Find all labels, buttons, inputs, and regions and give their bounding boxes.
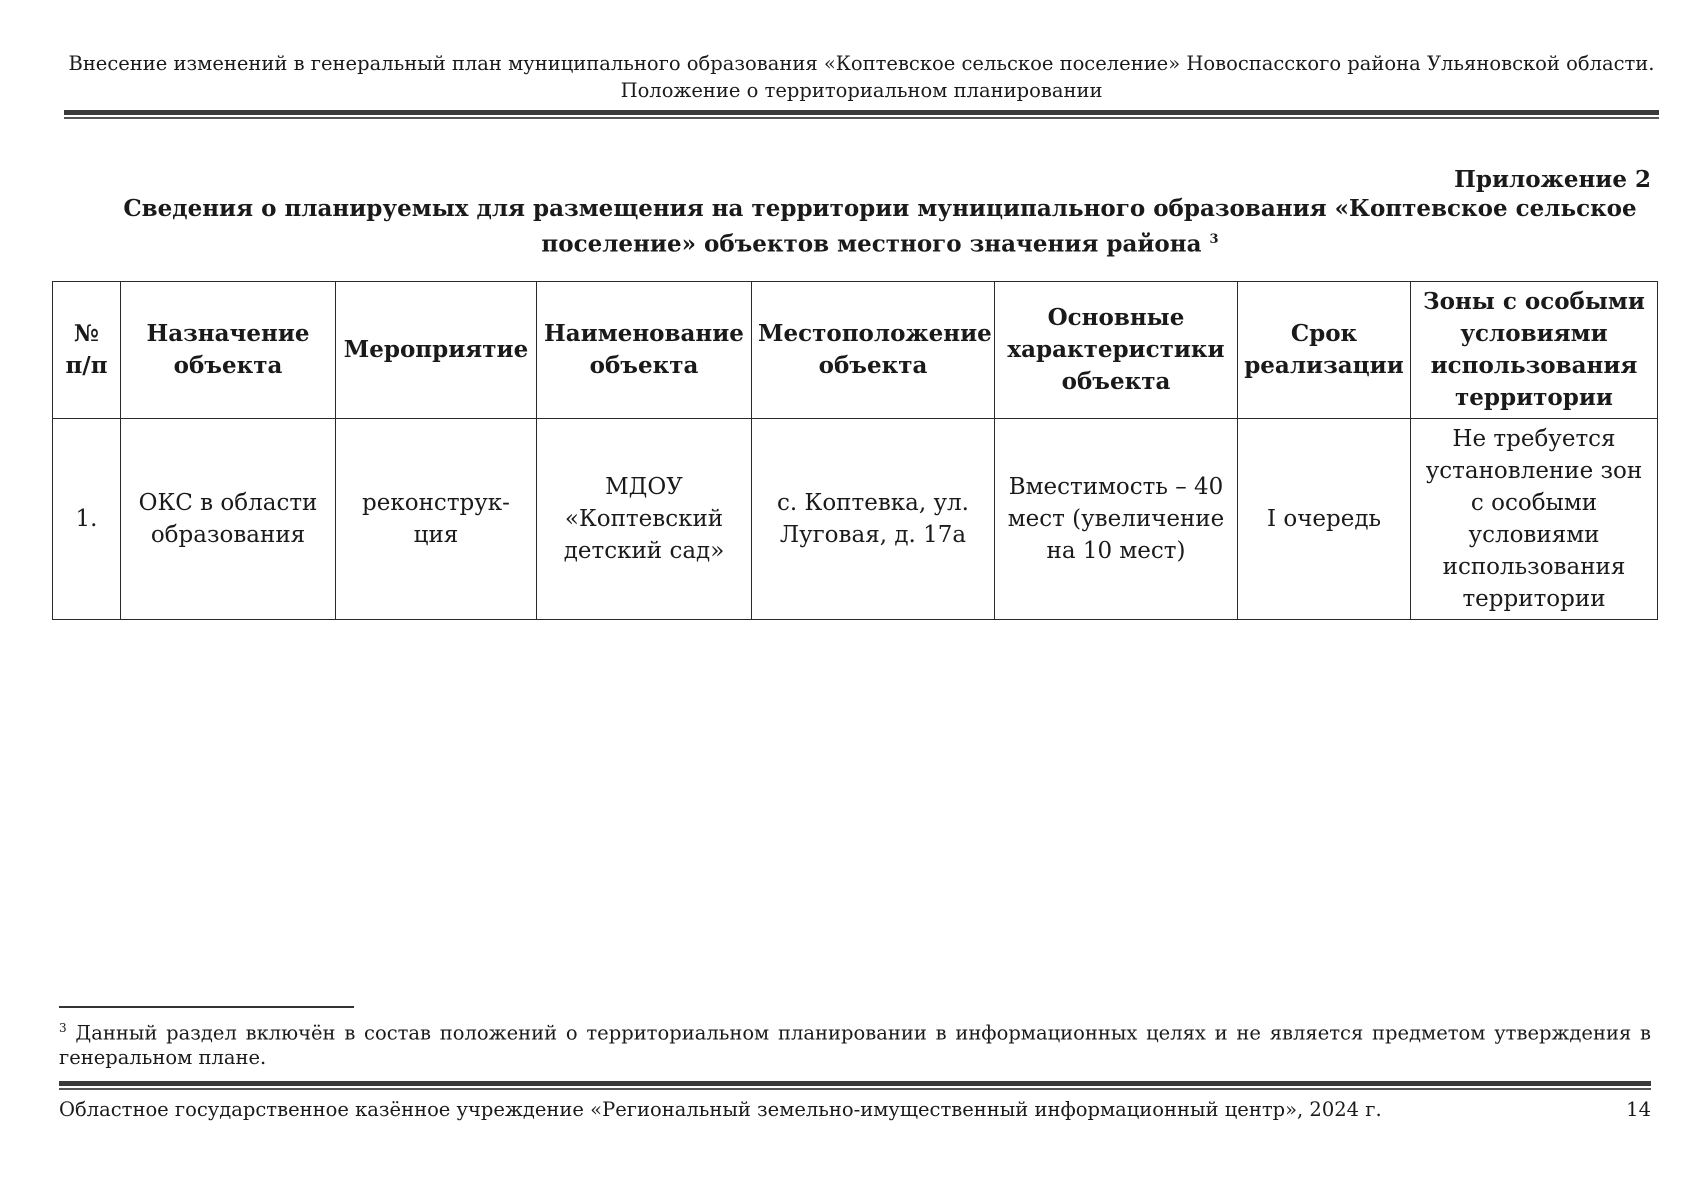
page-number: 14: [1626, 1098, 1651, 1121]
header-cell-characteristics: Основные характеристики объекта: [995, 282, 1238, 419]
section-title: [120, 193, 1640, 260]
header-cell-location: Местоположение объекта: [752, 282, 995, 419]
footer-organization: Областное государственное казённое учреждение «Региональный земельно-имущественный информационный центр», 2024 г.: [59, 1098, 1382, 1121]
footnote: [59, 1016, 1651, 1070]
title-footnote-ref: 3: [1209, 232, 1219, 247]
header-cell-name: Наименование объекта: [537, 282, 752, 419]
header-cell-zones: Зоны с особыми условиями использования территории: [1411, 282, 1658, 419]
appendix-label: Приложение 2: [1454, 166, 1651, 193]
cell-purpose: ОКС в области образования: [121, 419, 336, 620]
header-cell-purpose: Назначение объекта: [121, 282, 336, 419]
header-rule-thick: [64, 110, 1659, 115]
header-line-1: Внесение изменений в генеральный план муниципального образования «Коптевское сельское поселение» Новоспасского района Ульяновской области.: [68, 52, 1655, 75]
title-line-2-text: поселение» объектов местного значения района: [541, 230, 1202, 258]
header-line-2: Положение о территориальном планировании: [620, 79, 1103, 102]
cell-zones: Не требуется установление зон с особыми условиями использования территории: [1411, 419, 1658, 620]
footer-rule-thick: [59, 1081, 1651, 1086]
document-header: [64, 50, 1659, 104]
title-line-1: Сведения о планируемых для размещения на территории муниципального образования «Коптевское сельское: [123, 195, 1637, 222]
footnote-separator: [59, 1006, 354, 1008]
header-rule-thin: [64, 117, 1659, 119]
planned-objects-table: [52, 281, 1658, 620]
header-cell-number: № п/п: [53, 282, 121, 419]
cell-location: с. Коптевка, ул. Луговая, д. 17а: [752, 419, 995, 620]
table-header-row: [53, 282, 1658, 419]
cell-term: I очередь: [1238, 419, 1411, 620]
cell-number: 1.: [53, 419, 121, 620]
footnote-text: Данный раздел включён в состав положений о территориальном планировании в информационных целях и не является предметом утверждения в генеральном плане.: [59, 1021, 1651, 1069]
header-cell-term: Срок реализации: [1238, 282, 1411, 419]
table-row: [53, 419, 1658, 620]
footnote-marker: 3: [59, 1021, 67, 1035]
cell-characteristics: Вместимость – 40 мест (увеличение на 10 мест): [995, 419, 1238, 620]
cell-name: МДОУ «Коптевский детский сад»: [537, 419, 752, 620]
title-line-2: [120, 224, 1640, 260]
footer-rule-thin: [59, 1088, 1651, 1090]
header-cell-measure: Мероприятие: [336, 282, 537, 419]
cell-measure: реконструк-ция: [336, 419, 537, 620]
